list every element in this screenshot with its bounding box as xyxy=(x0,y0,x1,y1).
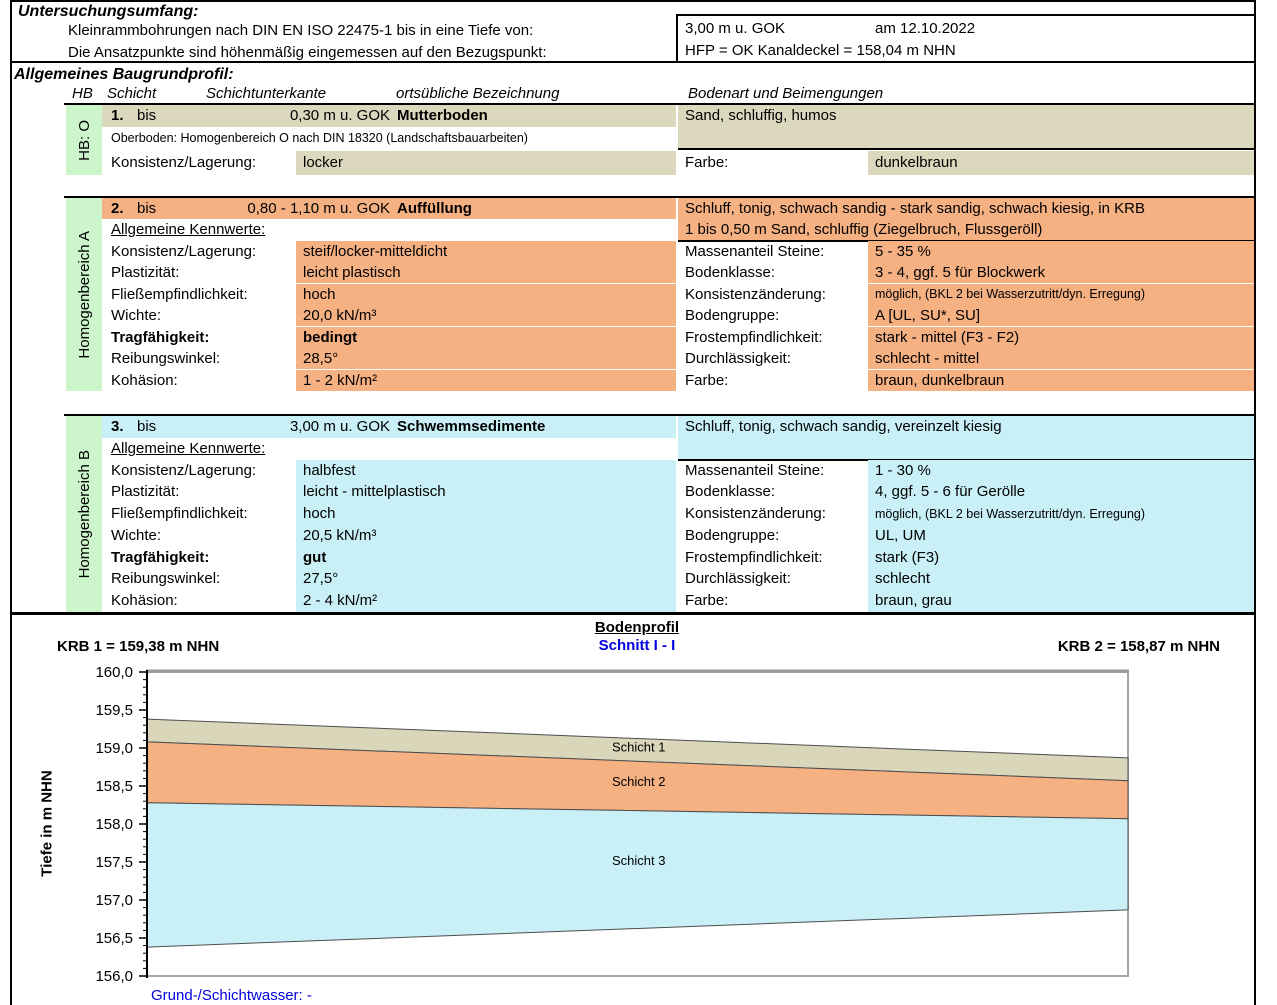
row-label: Bodengruppe: xyxy=(685,527,780,544)
layer-number: 3. xyxy=(111,418,124,435)
row-label: Durchlässigkeit: xyxy=(685,570,791,587)
tick-label: 156,0 xyxy=(95,968,133,985)
value-cell xyxy=(868,525,1254,547)
row-value: 1 - 2 kN/m² xyxy=(303,372,378,389)
layer-name: Auffüllung xyxy=(397,200,472,217)
row-value: braun, dunkelbraun xyxy=(875,372,1005,389)
tick-label: 157,0 xyxy=(95,892,133,909)
row-label: Frostempfindlichkeit: xyxy=(685,549,823,566)
row-value: 3 - 4, ggf. 5 für Blockwerk xyxy=(875,264,1046,281)
hb-cell xyxy=(66,105,102,175)
row-label: Konsistenz/Lagerung: xyxy=(111,154,257,171)
row-value: leicht plastisch xyxy=(303,264,401,281)
row-value: 1 - 30 % xyxy=(875,462,931,479)
hb-cell-label: HB: O xyxy=(75,119,93,161)
value-cell xyxy=(296,547,676,569)
row-value: gut xyxy=(303,549,327,566)
row-label: Fließempfindlichkeit: xyxy=(111,505,248,522)
row-value: A [UL, SU*, SU] xyxy=(875,307,981,324)
tick-label: 158,5 xyxy=(95,778,133,795)
row-label: Plastizität: xyxy=(111,483,180,500)
krb1-label: KRB 1 = 159,38 m NHN xyxy=(57,638,220,655)
row-value: braun, grau xyxy=(875,592,952,609)
layer-label-2: Schicht 2 xyxy=(612,773,666,789)
row-label: Bodengruppe: xyxy=(685,307,780,324)
row-value: 20,5 kN/m³ xyxy=(303,527,377,544)
row-label: Farbe: xyxy=(685,372,729,389)
tick-label: 158,0 xyxy=(95,816,133,833)
row-label: Farbe: xyxy=(685,592,729,609)
hb-cell-label: Homogenbereich B xyxy=(75,449,93,579)
row-label: Tragfähigkeit: xyxy=(111,329,210,346)
row-label: Kohäsion: xyxy=(111,592,178,609)
row-value: schlecht - mittel xyxy=(875,350,980,367)
hb-cell-label: Homogenbereich A xyxy=(75,230,93,359)
row-label: Wichte: xyxy=(111,307,162,324)
row-value: stark (F3) xyxy=(875,549,940,566)
row-label: Reibungswinkel: xyxy=(111,350,221,367)
row-value: hoch xyxy=(303,286,336,303)
layer-label-3: Schicht 3 xyxy=(612,852,666,868)
value-cell xyxy=(296,284,676,305)
row-label: Massenanteil Steine: xyxy=(685,462,825,479)
chart-title-text: Bodenprofil xyxy=(594,619,680,636)
layer-name: Schwemmsedimente xyxy=(397,418,546,435)
survey-values-box xyxy=(676,14,1254,61)
row-value: UL, UM xyxy=(875,527,926,544)
layer-label-1: Schicht 1 xyxy=(612,739,666,755)
row-label: Farbe: xyxy=(685,154,729,171)
tick-label: 159,5 xyxy=(95,702,133,719)
y-axis-title: Tiefe in m NHN xyxy=(38,770,56,877)
tick-label: 156,5 xyxy=(95,930,133,947)
row-value: 2 - 4 kN/m² xyxy=(303,592,378,609)
row-label: Konsistenzänderung: xyxy=(685,286,826,303)
row-value: hoch xyxy=(303,505,336,522)
row-value: stark - mittel (F3 - F2) xyxy=(875,329,1020,346)
value-cell xyxy=(296,151,676,175)
table-header-row xyxy=(64,84,1254,103)
layer-bis: bis xyxy=(137,200,157,217)
header-schicht: Schicht xyxy=(107,85,157,102)
hb-cell xyxy=(66,198,102,391)
bodenprofil-chart xyxy=(0,616,1277,1005)
row-label: Wichte: xyxy=(111,527,162,544)
bodenart-line: Schluff, tonig, schwach sandig, vereinzelt kiesig xyxy=(685,418,1002,435)
row-value: halbfest xyxy=(303,462,356,479)
survey-date-value: am 12.10.2022 xyxy=(875,20,976,37)
bodenart-line: Schluff, tonig, schwach sandig - stark sandig, schwach kiesig, in KRB xyxy=(685,200,1145,217)
layer-bis: bis xyxy=(137,418,157,435)
bodenart-line: Sand, schluffig, humos xyxy=(685,107,837,124)
section-title-baugrundprofil: Allgemeines Baugrundprofil: xyxy=(14,66,234,83)
row-value: schlecht xyxy=(875,570,931,587)
survey-row1-label: Kleinrammbohrungen nach DIN EN ISO 22475-1 bis in eine Tiefe von: xyxy=(68,22,534,39)
row-value: 5 - 35 % xyxy=(875,243,931,260)
row-value: locker xyxy=(303,154,344,171)
row-label: Durchlässigkeit: xyxy=(685,350,791,367)
survey-row2-label: Die Ansatzpunkte sind höhenmäßig eingemessen auf den Bezugspunkt: xyxy=(68,44,547,61)
chart-separator-line xyxy=(10,612,1254,615)
row-value: 20,0 kN/m³ xyxy=(303,307,377,324)
row-label: Bodenklasse: xyxy=(685,483,776,500)
header-bodenart: Bodenart und Beimengungen xyxy=(688,85,884,102)
section-divider-line xyxy=(10,61,1254,63)
layer-name: Mutterboden xyxy=(397,107,488,124)
row-label: Frostempfindlichkeit: xyxy=(685,329,823,346)
row-label: Kohäsion: xyxy=(111,372,178,389)
layer-number: 1. xyxy=(111,107,124,124)
row-value: steif/locker-mitteldicht xyxy=(303,243,448,260)
row-label: Konsistenz/Lagerung: xyxy=(111,462,257,479)
tick-label: 159,0 xyxy=(95,740,133,757)
layer-depth: 0,30 m u. GOK xyxy=(289,107,390,124)
layer-note: Oberboden: Homogenbereich O nach DIN 18320 (Landschaftsbauarbeiten) xyxy=(111,131,528,145)
chart-subtitle: Schnitt I - I xyxy=(598,637,676,654)
header-schichtunterkante: Schichtunterkante xyxy=(206,85,327,102)
row-value: leicht - mittelplastisch xyxy=(303,483,446,500)
survey-depth-value: 3,00 m u. GOK xyxy=(685,20,786,37)
section-title-untersuchungsumfang: Untersuchungsumfang: xyxy=(18,3,199,20)
groundwater-footnote: Grund-/Schichtwasser: - xyxy=(151,987,312,1004)
value-cell xyxy=(296,348,676,369)
row-value: 4, ggf. 5 - 6 für Gerölle xyxy=(875,483,1026,500)
row-value: möglich, (BKL 2 bei Wasserzutritt/dyn. Erregung) xyxy=(875,287,1146,301)
row-label: Konsistenz/Lagerung: xyxy=(111,243,257,260)
layer-number: 2. xyxy=(111,200,124,217)
layer-depth: 0,80 - 1,10 m u. GOK xyxy=(247,200,390,217)
layer-bis: bis xyxy=(137,107,157,124)
tick-label: 157,5 xyxy=(95,854,133,871)
row-value: dunkelbraun xyxy=(875,154,958,171)
kennwerte-heading: Allgemeine Kennwerte: xyxy=(111,440,266,457)
row-label: Reibungswinkel: xyxy=(111,570,221,587)
row-value: bedingt xyxy=(303,329,358,346)
krb2-label: KRB 2 = 158,87 m NHN xyxy=(1057,638,1220,655)
row-value: 27,5° xyxy=(303,570,339,587)
row-label: Bodenklasse: xyxy=(685,264,776,281)
row-label: Plastizität: xyxy=(111,264,180,281)
tick-label: 160,0 xyxy=(95,664,133,681)
header-hb: HB xyxy=(72,85,93,102)
row-label: Konsistenzänderung: xyxy=(685,505,826,522)
row-label: Fließempfindlichkeit: xyxy=(111,286,248,303)
layer-depth: 3,00 m u. GOK xyxy=(289,418,390,435)
value-cell xyxy=(296,503,676,525)
row-value: 28,5° xyxy=(303,350,339,367)
header-bezeichnung: ortsübliche Bezeichnung xyxy=(396,85,560,102)
bodenart-underline xyxy=(678,148,1254,150)
row-label: Tragfähigkeit: xyxy=(111,549,210,566)
kennwerte-heading: Allgemeine Kennwerte: xyxy=(111,221,266,238)
row-value: möglich, (BKL 2 bei Wasserzutritt/dyn. Erregung) xyxy=(875,507,1146,521)
hb-cell xyxy=(66,416,102,612)
bodenart-line: 1 bis 0,50 m Sand, schluffig (Ziegelbruch, Flussgeröll) xyxy=(685,221,1043,238)
row-label: Massenanteil Steine: xyxy=(685,243,825,260)
survey-reference-value: HFP = OK Kanaldeckel = 158,04 m NHN xyxy=(685,42,956,59)
value-cell xyxy=(296,568,676,590)
